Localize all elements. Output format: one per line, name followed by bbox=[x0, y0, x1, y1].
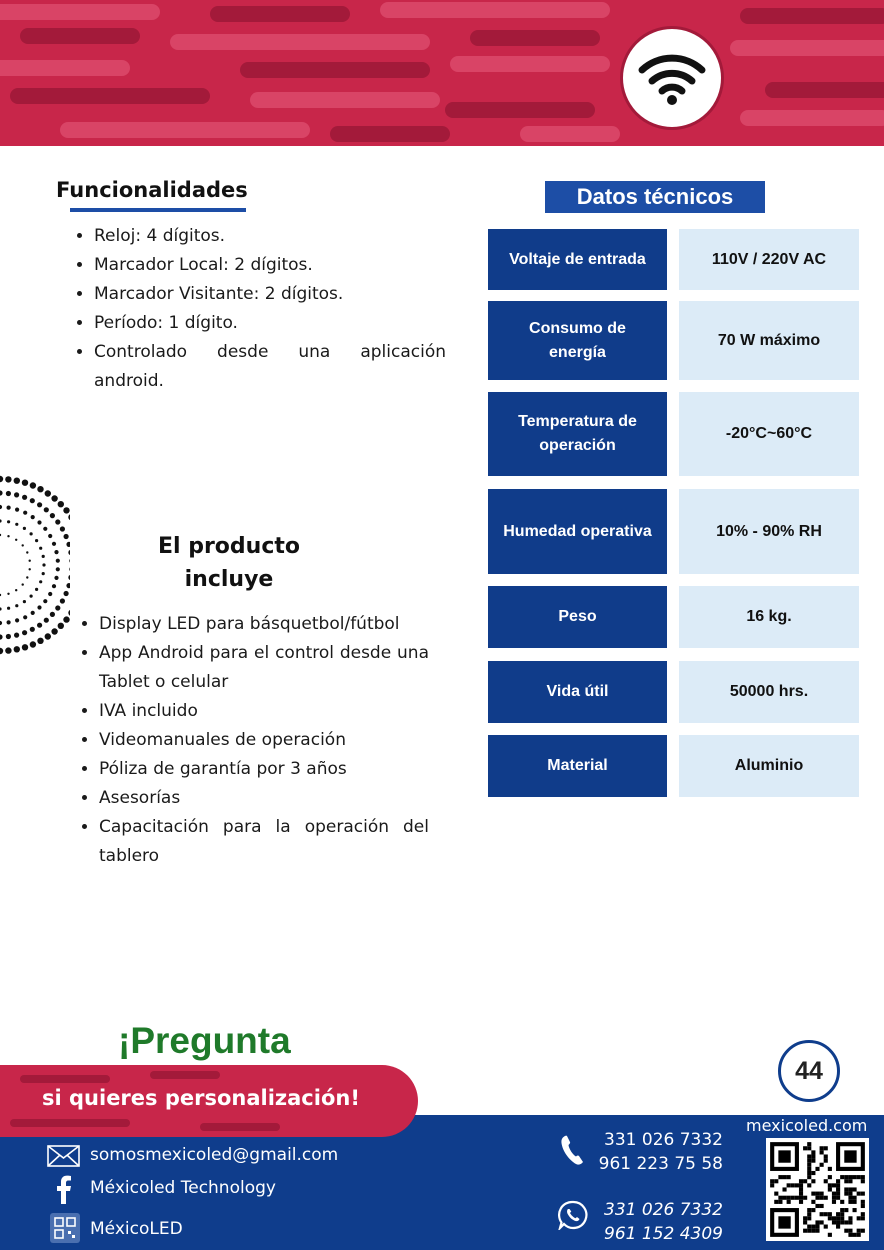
spec-row bbox=[488, 661, 859, 723]
list-item: • Display LED para básquetbol/fútbol bbox=[99, 610, 429, 639]
spec-row bbox=[488, 301, 859, 380]
list-item: • Período: 1 dígito. bbox=[94, 309, 446, 338]
whatsapp-numbers bbox=[595, 1198, 723, 1246]
features-list bbox=[70, 222, 446, 396]
spec-value: 110V / 220V AC bbox=[679, 229, 859, 290]
page-number: 44 bbox=[778, 1040, 840, 1102]
spec-row bbox=[488, 735, 859, 797]
email-link[interactable]: somosmexicoled@gmail.com bbox=[90, 1145, 339, 1165]
list-item: • App Android para el control desde una Tablet o celular bbox=[99, 639, 429, 697]
phone-number[interactable]: 961 223 75 58 bbox=[598, 1154, 723, 1174]
qr-app-icon bbox=[50, 1213, 80, 1243]
list-item: • Asesorías bbox=[99, 784, 429, 813]
spec-value: 16 kg. bbox=[679, 586, 859, 648]
list-item: • Videomanuales de operación bbox=[99, 726, 429, 755]
spec-row bbox=[488, 586, 859, 648]
cta-subline: si quieres personalización! bbox=[42, 1086, 360, 1110]
spec-label: Vida útil bbox=[488, 661, 667, 723]
specs-title: Datos técnicos bbox=[545, 181, 765, 213]
qr-code-icon bbox=[766, 1138, 869, 1241]
brand-link[interactable]: MéxicoLED bbox=[90, 1219, 183, 1239]
wifi-badge bbox=[620, 26, 724, 130]
spec-label: Consumo de energía bbox=[488, 301, 667, 380]
phone-number[interactable]: 331 026 7332 bbox=[604, 1130, 723, 1150]
list-item: • IVA incluido bbox=[99, 697, 429, 726]
spec-row bbox=[488, 229, 859, 290]
spec-value: -20°C~60°C bbox=[679, 392, 859, 476]
list-item: • Controlado desde una aplicación android. bbox=[94, 338, 446, 396]
list-item: • Póliza de garantía por 3 años bbox=[99, 755, 429, 784]
spec-value: 10% - 90% RH bbox=[679, 489, 859, 574]
features-title-underline bbox=[70, 208, 246, 212]
phone-icon bbox=[560, 1134, 584, 1166]
spec-value: 70 W máximo bbox=[679, 301, 859, 380]
list-item: • Marcador Local: 2 dígitos. bbox=[94, 251, 446, 280]
cta-headline: ¡Pregunta bbox=[118, 1020, 291, 1061]
spec-label: Humedad operativa bbox=[488, 489, 667, 574]
header-banner bbox=[0, 0, 884, 146]
spec-value: 50000 hrs. bbox=[679, 661, 859, 723]
spec-label: Material bbox=[488, 735, 667, 797]
spec-label: Temperatura de operación bbox=[488, 392, 667, 476]
phone-numbers bbox=[595, 1128, 723, 1176]
whatsapp-number[interactable]: 331 026 7332 bbox=[604, 1200, 723, 1220]
list-item: • Reloj: 4 dígitos. bbox=[94, 222, 446, 251]
spec-label: Peso bbox=[488, 586, 667, 648]
spec-value: Aluminio bbox=[679, 735, 859, 797]
mail-icon bbox=[47, 1145, 80, 1167]
features-title: Funcionalidades bbox=[56, 178, 248, 202]
wifi-icon bbox=[637, 50, 707, 106]
spec-row bbox=[488, 489, 859, 574]
list-item: • Marcador Visitante: 2 dígitos. bbox=[94, 280, 446, 309]
whatsapp-icon bbox=[558, 1200, 588, 1230]
spec-row bbox=[488, 392, 859, 476]
dotted-circle-ornament bbox=[0, 470, 70, 660]
facebook-link[interactable]: Méxicoled Technology bbox=[90, 1178, 276, 1198]
includes-list bbox=[76, 610, 429, 871]
website-link[interactable]: mexicoled.com bbox=[746, 1116, 868, 1135]
list-item: • Capacitación para la operación del tablero bbox=[99, 813, 429, 871]
whatsapp-number[interactable]: 961 152 4309 bbox=[604, 1224, 723, 1244]
facebook-icon bbox=[56, 1174, 72, 1204]
spec-label: Voltaje de entrada bbox=[488, 229, 667, 290]
includes-title: El producto incluye bbox=[157, 534, 301, 592]
